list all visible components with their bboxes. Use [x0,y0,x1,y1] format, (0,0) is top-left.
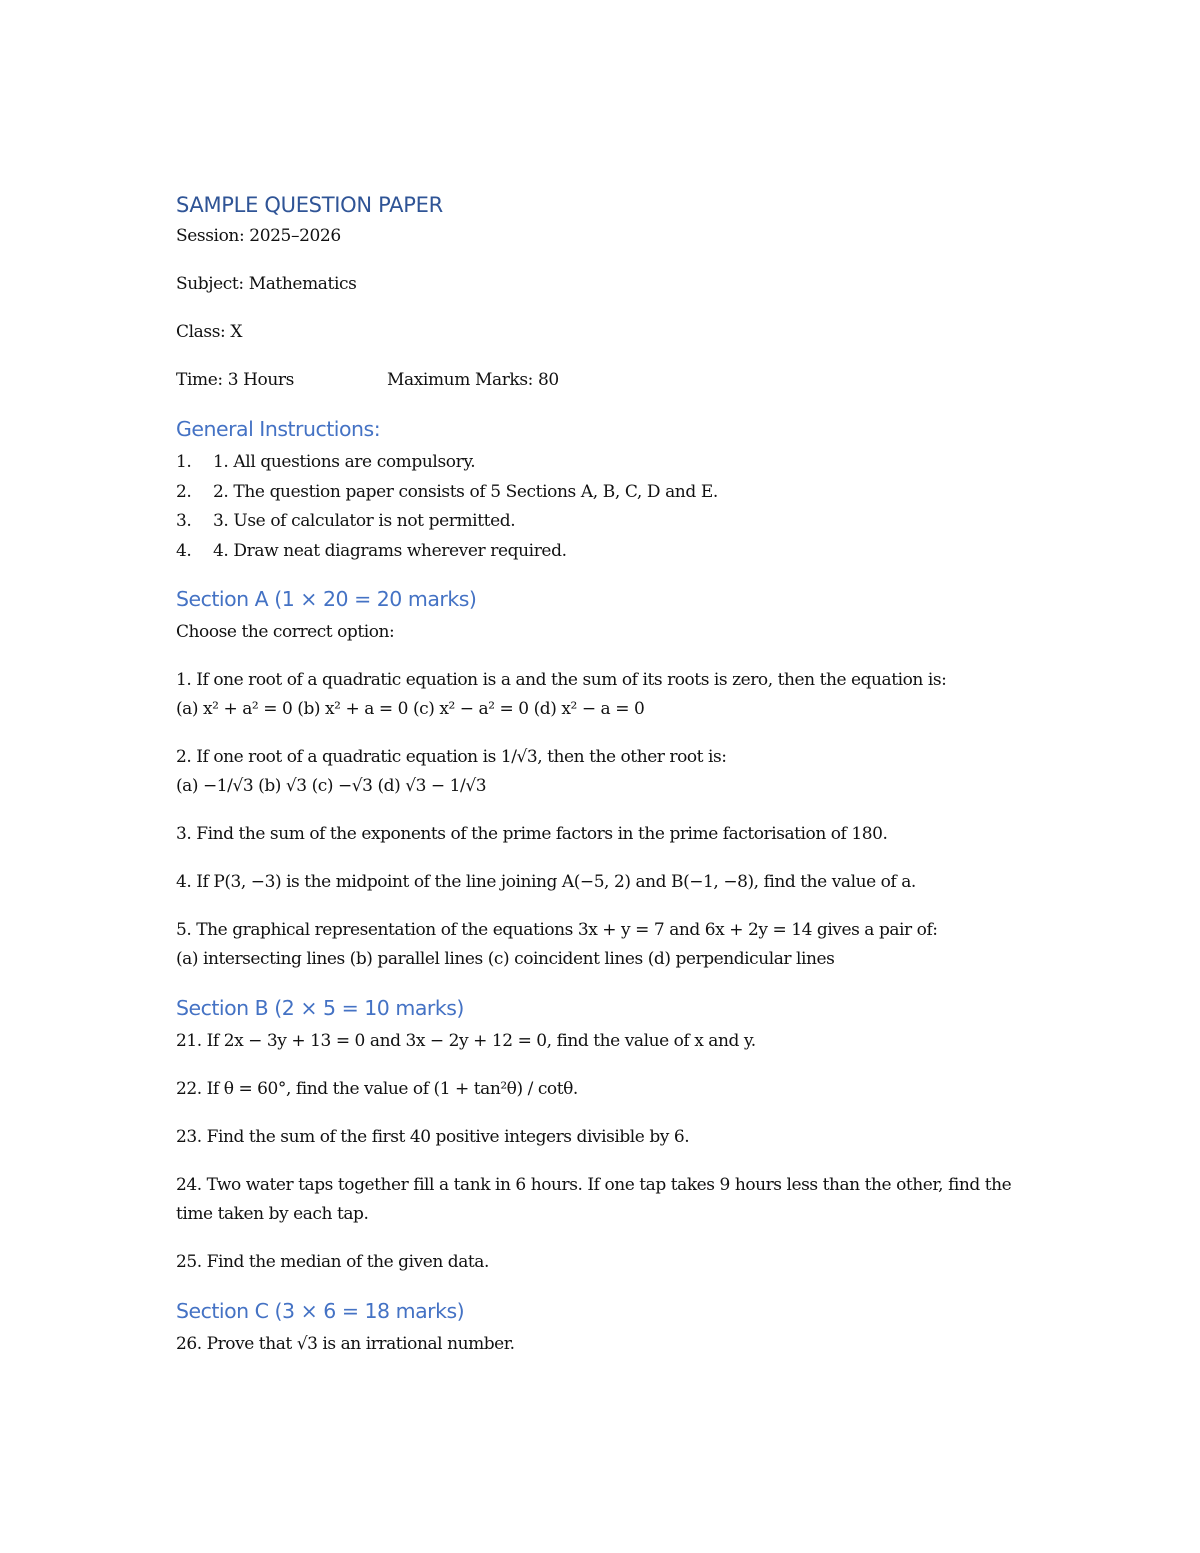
max-marks-line: Maximum Marks: 80 [387,370,559,390]
question-2 [176,743,1016,801]
list-text: 1. All questions are compulsory. [213,452,476,472]
page-title: SAMPLE QUESTION PAPER [176,193,443,217]
list-number: 4. [176,540,192,561]
question-2-text: 2. If one root of a quadratic equation is 1/√3, then the other root is: [176,747,727,767]
list-number: 3. [176,511,192,531]
list-number: 1. [176,452,192,472]
question-2-options: (a) −1/√3 (b) √3 (c) −√3 (d) √3 − 1/√3 [176,776,487,796]
question-1-text: 1. If one root of a quadratic equation is a and the sum of its roots is zero, then the equation is: [176,670,947,690]
question-1 [176,666,1016,724]
instructions-list [176,448,1016,566]
session-line: Session: 2025–2026 [176,226,341,246]
list-text: 3. Use of calculator is not permitted. [213,511,516,531]
subject-line: Subject: Mathematics [176,274,357,294]
question-1-options: (a) x² + a² = 0 (b) x² + a = 0 (c) x² − a² = 0 (d) x² − a = 0 [176,699,645,719]
question-21: 21. If 2x − 3y + 13 = 0 and 3x − 2y + 12 = 0, find the value of x and y. [176,1031,756,1051]
section-b-heading: Section B (2 × 5 = 10 marks) [176,996,464,1020]
question-26: 26. Prove that √3 is an irrational number. [176,1334,515,1354]
question-23: 23. Find the sum of the first 40 positive integers divisible by 6. [176,1127,690,1147]
question-3: 3. Find the sum of the exponents of the prime factors in the prime factorisation of 180. [176,824,888,844]
list-item [176,507,1016,537]
question-4: 4. If P(3, −3) is the midpoint of the line joining A(−5, 2) and B(−1, −8), find the value of a. [176,872,916,892]
class-line: Class: X [176,322,243,342]
section-a-intro: Choose the correct option: [176,622,395,642]
document-content [176,188,1016,1378]
time-marks-row [176,368,1016,392]
section-a-heading: Section A (1 × 20 = 20 marks) [176,587,477,611]
list-item [176,537,1016,567]
question-25: 25. Find the median of the given data. [176,1252,489,1272]
general-instructions-heading: General Instructions: [176,417,381,441]
list-text: 2. The question paper consists of 5 Sections A, B, C, D and E. [213,481,718,502]
question-22: 22. If θ = 60°, find the value of (1 + tan²θ) / cotθ. [176,1079,578,1099]
list-item [176,448,1016,478]
question-5 [176,916,1016,974]
list-text: 4. Draw neat diagrams wherever required. [213,540,567,561]
question-24: 24. Two water taps together fill a tank in 6 hours. If one tap takes 9 hours less than the other, find the time taken by each tap. [176,1175,1012,1224]
list-number: 2. [176,481,192,502]
question-5-text: 5. The graphical representation of the equations 3x + y = 7 and 6x + 2y = 14 gives a pair of: [176,920,938,940]
section-c-heading: Section C (3 × 6 = 18 marks) [176,1299,465,1323]
question-5-options: (a) intersecting lines (b) parallel lines (c) coincident lines (d) perpendicular lines [176,949,835,969]
time-line: Time: 3 Hours [176,370,294,390]
list-item [176,478,1016,508]
